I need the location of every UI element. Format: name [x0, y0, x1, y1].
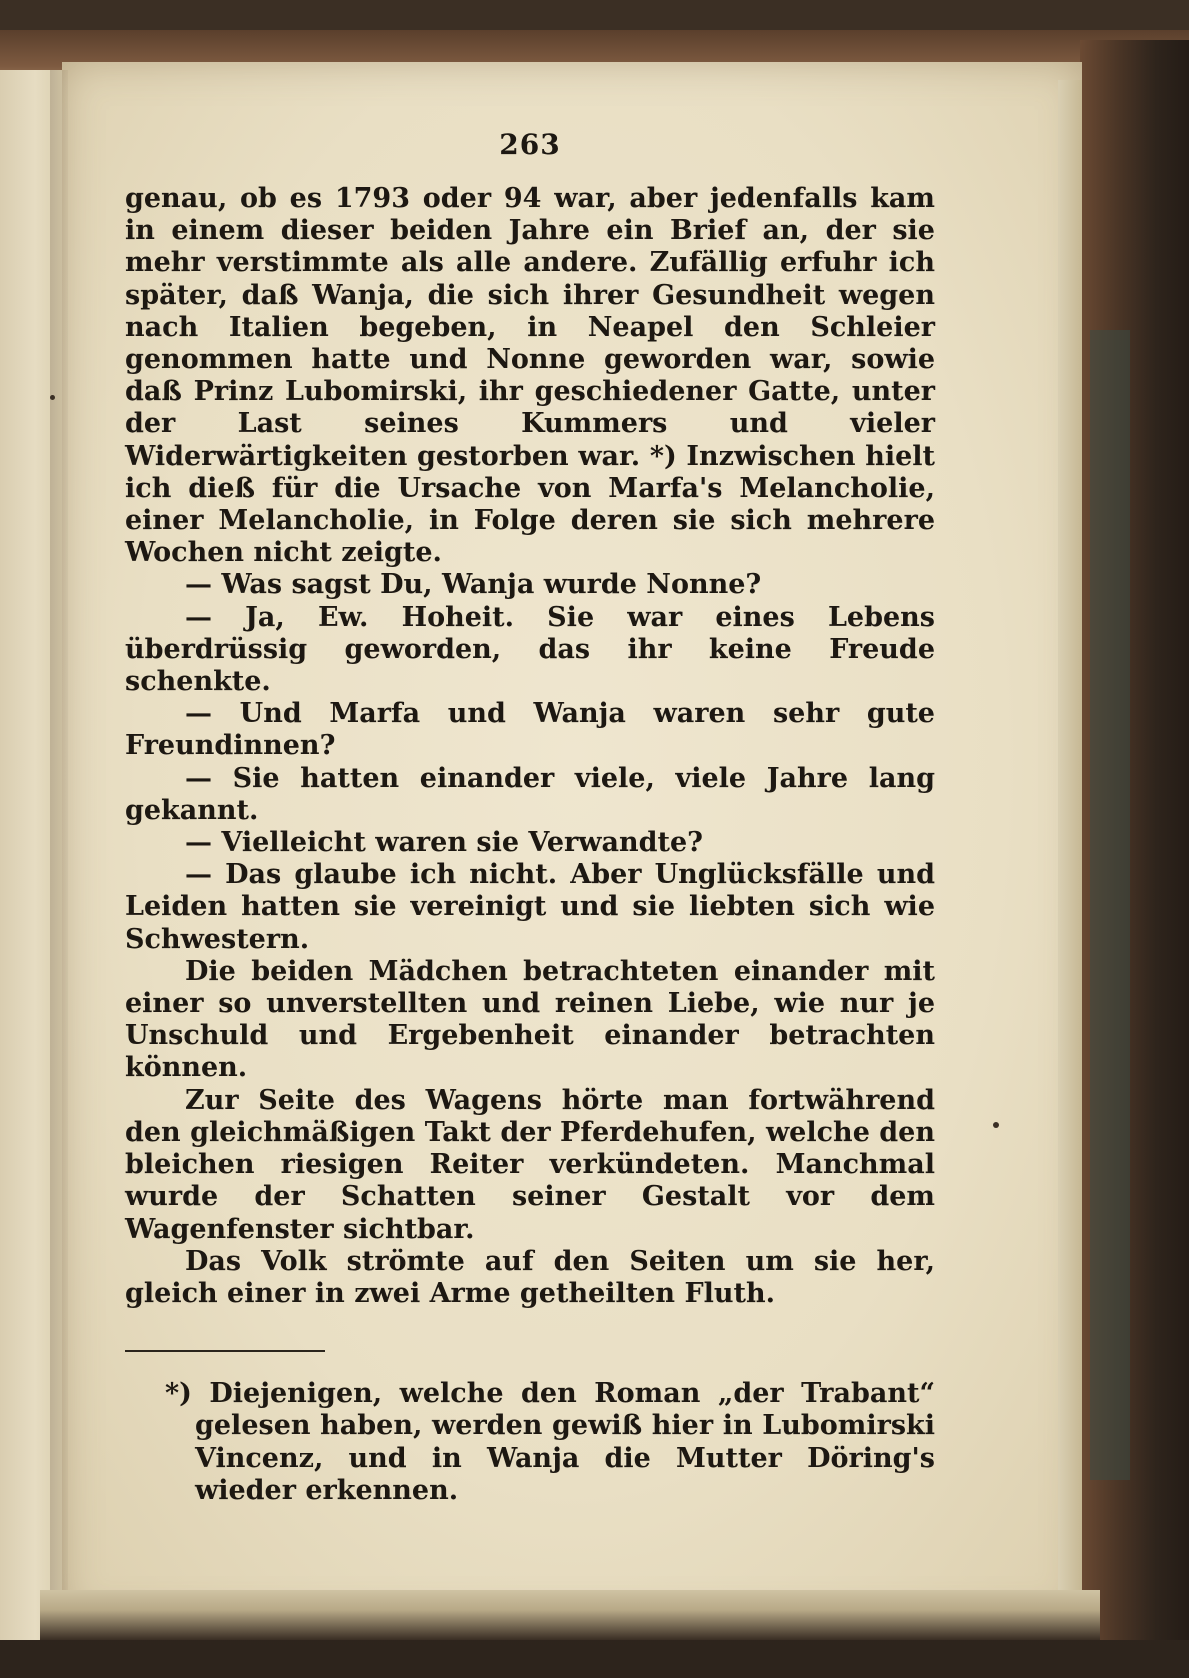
dialog-line: — Ja, Ew. Hoheit. Sie war eines Lebens überdrüssig geworden, das ihr keine Freude schenkte. — [125, 601, 935, 698]
dialog-line: — Vielleicht waren sie Verwandte? — [185, 827, 703, 859]
paragraph: Zur Seite des Wagens hörte man fortwährend den gleichmäßigen Takt der Pferdehufen, welche den bleichen riesigen Reiter verkündeten. Manchmal wurde der Schatten seiner Gestalt vor dem Wagenfenster sichtbar. — [125, 1084, 935, 1245]
page-gutter — [50, 70, 68, 1640]
paragraph: Die beiden Mädchen betrachteten einander mit einer so unverstellten und reinen Liebe, wie nur je Unschuld und Ergebenheit einander betrachten können. — [125, 955, 935, 1084]
page-fore-edge — [1058, 80, 1082, 1600]
dialog-line: — Das glaube ich nicht. Aber Unglücksfälle und Leiden hatten sie vereinigt und sie liebten sich wie Schwestern. — [125, 859, 935, 955]
paper-speck — [993, 1122, 999, 1128]
dialog-line: — Was sagst Du, Wanja wurde Nonne? — [185, 569, 762, 601]
cover-cloth-strip — [1090, 330, 1130, 1480]
footnote: *) Diejenigen, welche den Roman „der Trabant“ gelesen haben, werden gewiß hier in Lubomirski Vincenz, und in Wanja die Mutter Döring's wieder erkennen. — [165, 1378, 935, 1506]
footnote-rule — [125, 1350, 325, 1352]
page-number: 263 — [499, 128, 561, 161]
paper-speck — [50, 395, 55, 400]
paragraph: genau, ob es 1793 oder 94 war, aber jedenfalls kam in einem dieser beiden Jahre ein Brief an, der sie mehr verstimmte als alle andere. Zufällig erfuhr ich später, daß Wanja, die sich ihrer Gesundheit wegen nach Italien begeben, in Neapel den Schleier genommen hatte und Nonne geworden war, sowie daß Prinz Lubomirski, ihr geschiedener Gatte, unter der Last seines Kummers und vieler Widerwärtigkeiten gestorben war. *) Inzwischen hielt ich dieß für die Ursache von Marfa's Melancholie, einer Melancholie, in Folge deren sie sich mehrere Wochen nicht zeigte. — [125, 183, 935, 569]
dialog-line: — Sie hatten einander viele, viele Jahre lang gekannt. — [125, 762, 935, 826]
body-text — [125, 183, 935, 1310]
paragraph: Das Volk strömte auf den Seiten um sie her, gleich einer in zwei Arme getheilten Fluth. — [125, 1245, 935, 1309]
page-text-block — [125, 128, 935, 1507]
page-bottom-edge — [40, 1590, 1100, 1640]
dialog-line: — Und Marfa und Wanja waren sehr gute Freundinnen? — [125, 698, 935, 762]
